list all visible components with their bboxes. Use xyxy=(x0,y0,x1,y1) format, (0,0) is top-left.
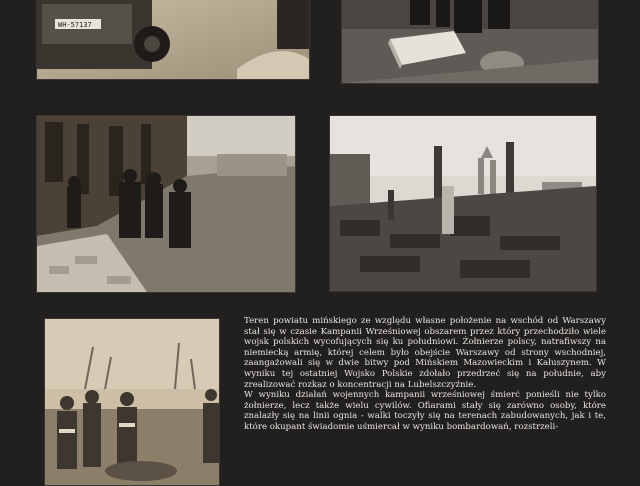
photo-burned-town xyxy=(329,115,597,292)
photo-crowd-street xyxy=(341,0,599,84)
photo-military-truck xyxy=(36,0,310,80)
truck-plate-text: WH-57137 xyxy=(58,21,92,29)
history-paragraph-1: Teren powiatu mińskiego ze względu własne położenie na wschód od Warszawy stał się w czasie Kampanii Wrześniowej obszarem przez który przechodziło wiele wojsk polskich wycofujących się ku południowi. Żołnierze polscy, natrafiwszy na niemiecką armię, której celem było obejście Warszawy od strony wschodniej, zaangażowali się w dwie bitwy pod Mińskiem Mazowieckim i Kałuszynem. W wyniku tej ostatniej Wojsko Polskie zdołało przedrzeć się na południe, aby zrealizować rozkaz o koncentracji na Lubelszczyźnie. xyxy=(244,316,606,390)
history-text-block xyxy=(244,316,606,486)
photo-children-street xyxy=(36,115,296,293)
photo-soldiers-group xyxy=(44,318,220,486)
history-paragraph-2: W wyniku działań wojennych kampanii wrześniowej śmierć ponieśli nie tylko żołnierze, lecz także wielu cywilów. Ofiarami stały się zarówno osoby, które znalazły się na linii ognia - walki toczyły się na terenach zabudowanych, jak i te, które okupant świadomie uśmiercał w wyniku bombardowań, rozstrzeli- xyxy=(244,390,606,432)
